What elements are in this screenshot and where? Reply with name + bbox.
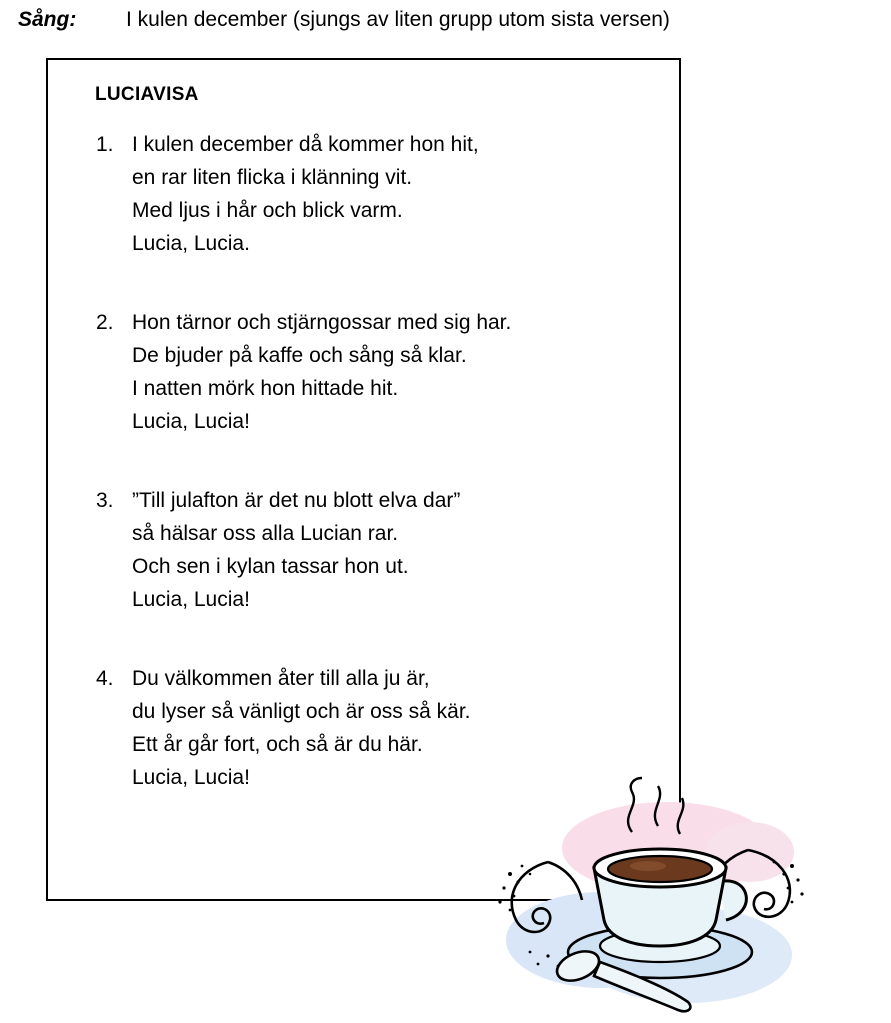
verse-line: I natten mörk hon hittade hit. [132, 377, 399, 400]
verse-lines [132, 484, 460, 616]
verse-list [90, 128, 669, 794]
verse-line: Lucia, Lucia! [132, 766, 250, 789]
verse-number: 4. [96, 667, 114, 690]
song-header-label: Sång: [18, 8, 77, 31]
verse-line: ”Till julafton är det nu blott elva dar” [132, 489, 461, 512]
coffee-cup-illustration [482, 770, 822, 1020]
verse [90, 128, 669, 260]
verse-line: så hälsar oss alla Lucian rar. [132, 522, 399, 545]
verse-line: Lucia, Lucia. [132, 232, 250, 255]
verse-lines [132, 306, 511, 438]
verse-line: du lyser så vänligt och är oss så kär. [132, 700, 471, 723]
verse [90, 306, 669, 438]
verse-line: Lucia, Lucia! [132, 410, 250, 433]
verse-line: Och sen i kylan tassar hon ut. [132, 555, 409, 578]
verse-line: Med ljus i hår och blick varm. [132, 199, 403, 222]
song-title: LUCIAVISA [95, 84, 199, 105]
verse-lines [132, 662, 471, 794]
verse-line: I kulen december då kommer hon hit, [132, 133, 479, 156]
verse-line: Ett år går fort, och så är du här. [132, 733, 423, 756]
verse-line: en rar liten flicka i klänning vit. [132, 166, 413, 189]
verse-line: Lucia, Lucia! [132, 588, 250, 611]
verse-line: Hon tärnor och stjärngossar med sig har. [132, 311, 512, 334]
song-header [18, 8, 878, 32]
verse-number: 3. [96, 489, 114, 512]
verse-number: 1. [96, 133, 114, 156]
verse-line: Du välkommen åter till alla ju är, [132, 667, 430, 690]
verse-number: 2. [96, 311, 114, 334]
verse-line: De bjuder på kaffe och sång så klar. [132, 344, 467, 367]
verse-lines [132, 128, 479, 260]
song-header-text: I kulen december (sjungs av liten grupp utom sista versen) [126, 8, 670, 31]
verse [90, 484, 669, 616]
